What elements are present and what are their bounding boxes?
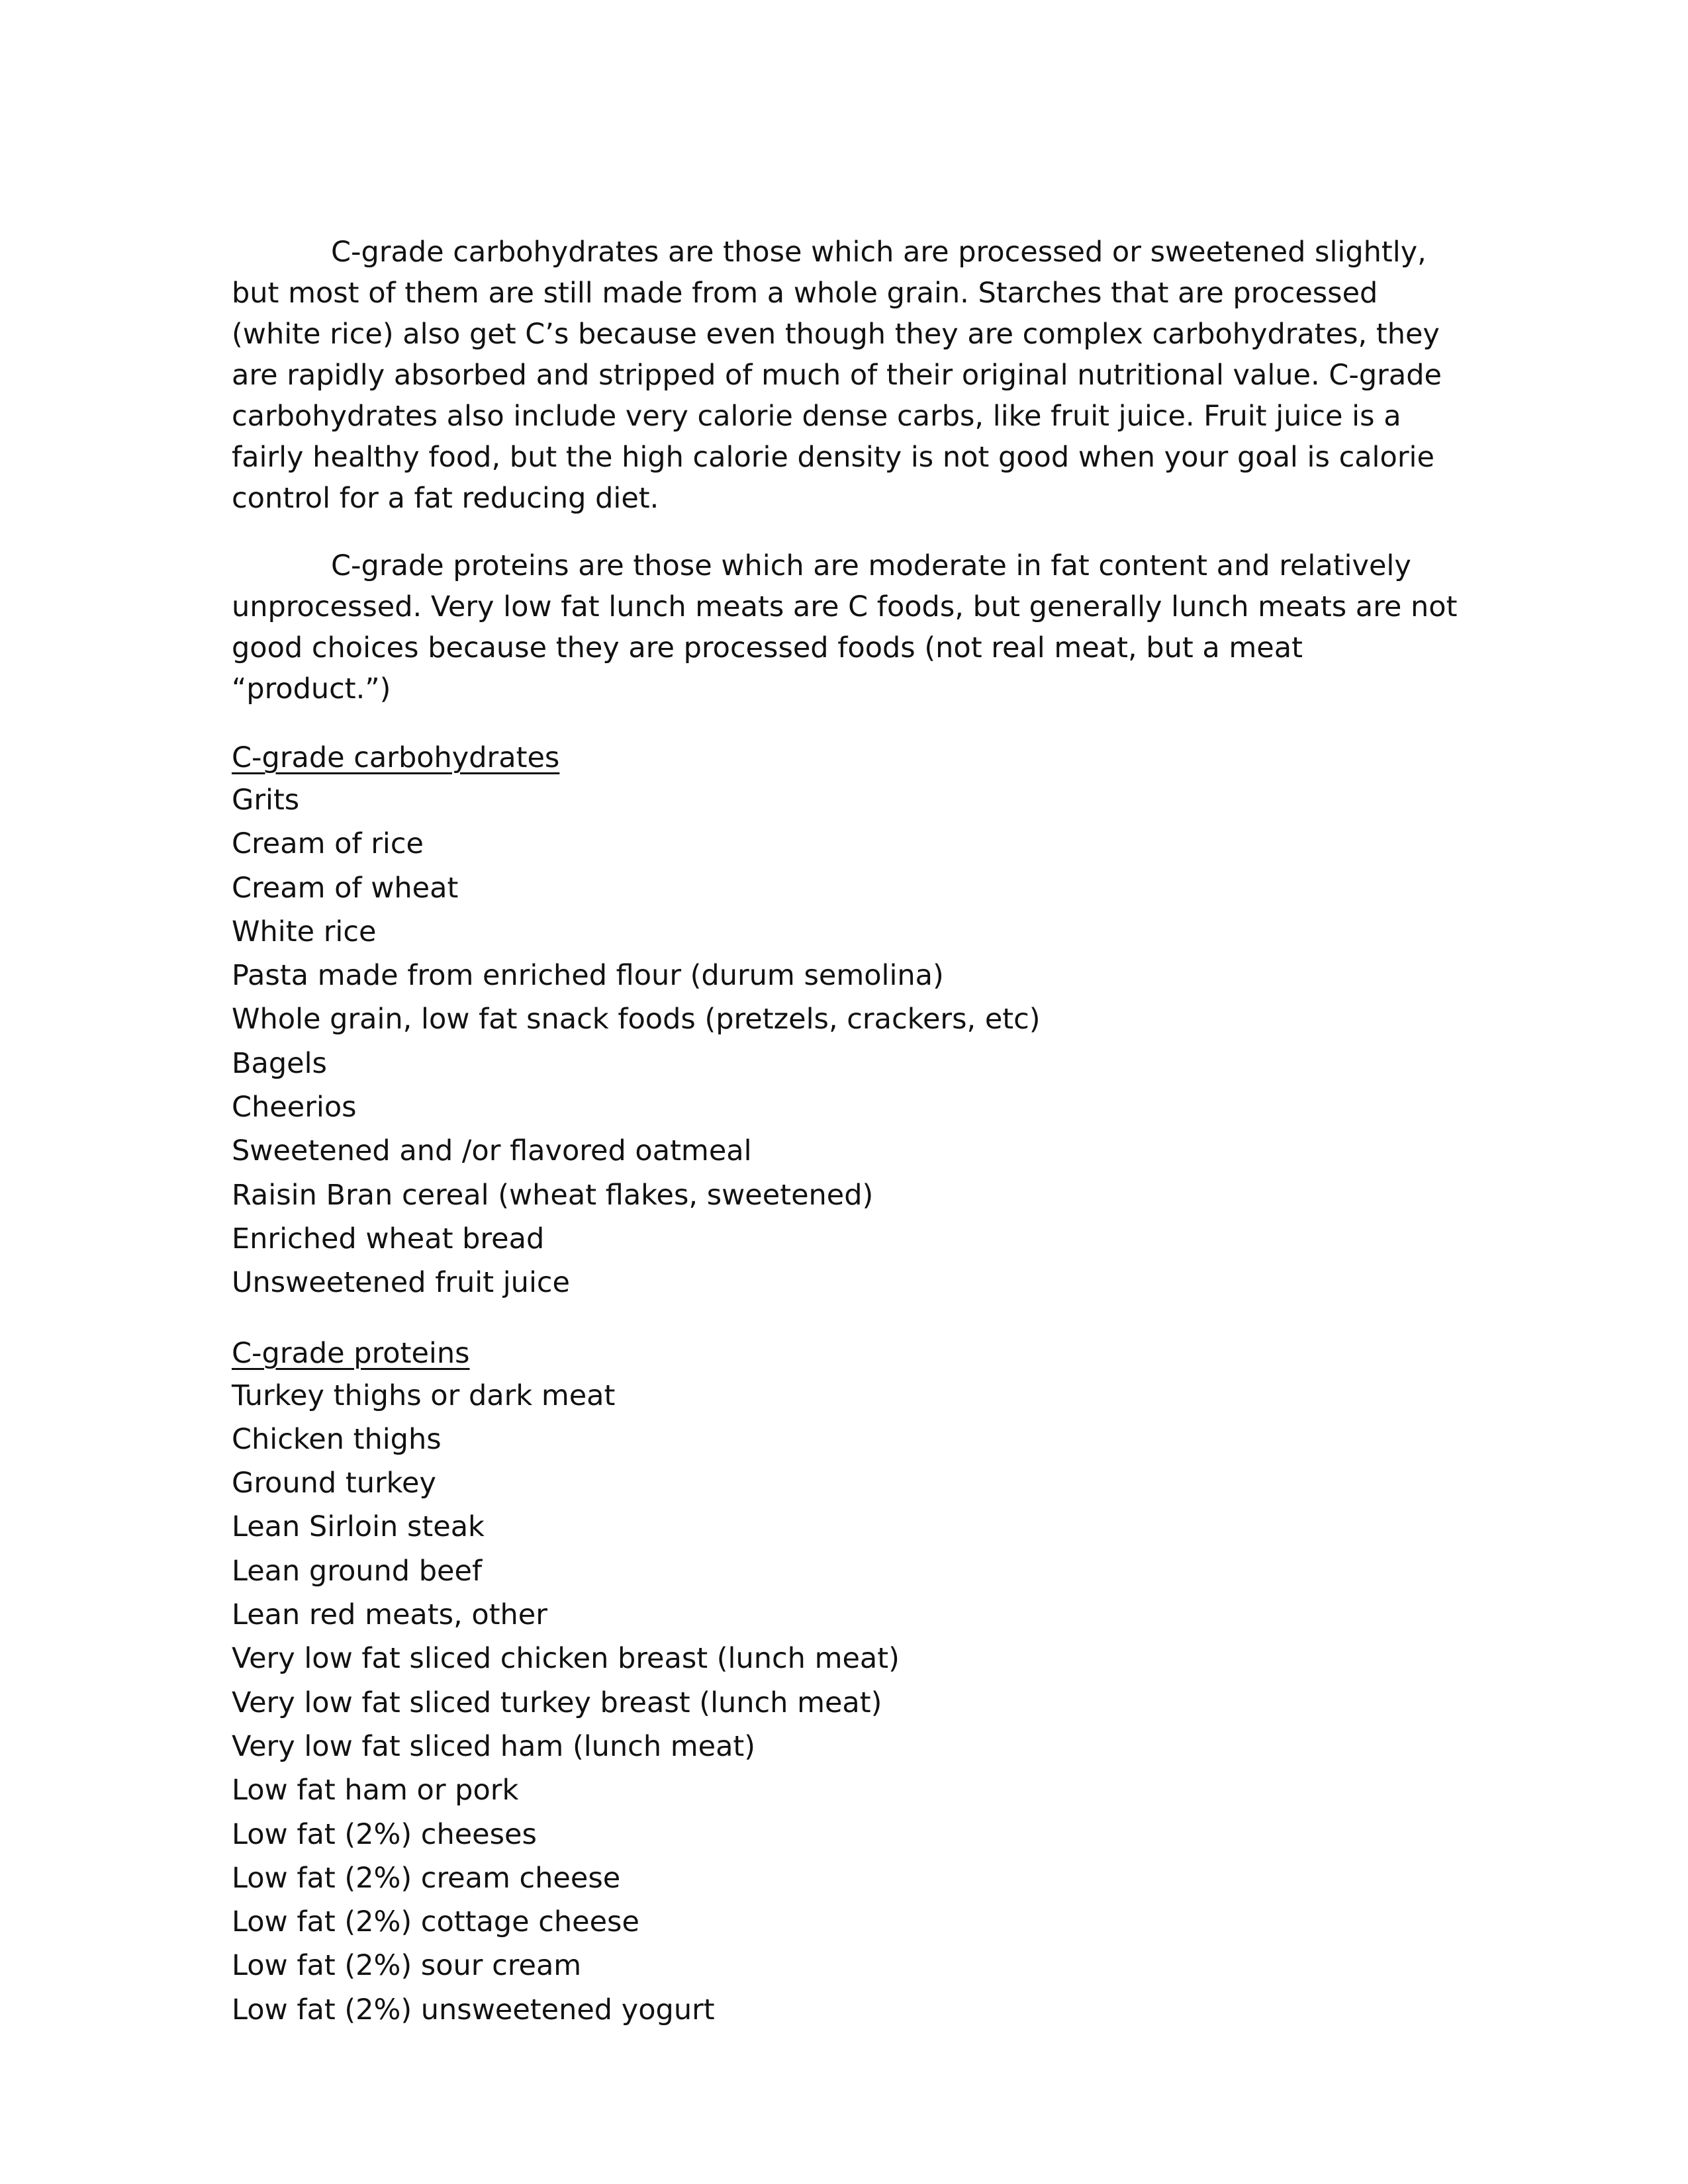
list-item: Cream of rice: [232, 827, 424, 861]
list-item: Enriched wheat bread: [232, 1222, 545, 1255]
list-item: Low fat (2%) cottage cheese: [232, 1905, 639, 1939]
list-item: Cheerios: [232, 1091, 357, 1124]
list-item: Cream of wheat: [232, 871, 459, 905]
list-item: Grits: [232, 784, 300, 817]
list-item: Low fat (2%) sour cream: [232, 1949, 582, 1983]
list-item: Lean Sirloin steak: [232, 1510, 485, 1544]
intro-paragraph-proteins: C-grade proteins are those which are moderate in fat content and relatively unprocessed. Very low fat lunch meats are C foods, but generally lunch meats are not good choices because they are processed foods (not real meat, but a meat “product.”): [232, 549, 1458, 705]
list-item: Whole grain, low fat snack foods (pretzels, crackers, etc): [232, 1003, 1041, 1036]
list-item: Very low fat sliced ham (lunch meat): [232, 1729, 756, 1763]
carbs-heading: C-grade carbohydrates: [232, 741, 560, 774]
list-item: Low fat (2%) unsweetened yogurt: [232, 1993, 715, 2026]
carbs-section: [232, 737, 1463, 1305]
list-item: Low fat (2%) cheeses: [232, 1817, 537, 1851]
list-item: White rice: [232, 915, 377, 948]
list-item: Pasta made from enriched flour (durum semolina): [232, 959, 944, 993]
list-item: Low fat (2%) cream cheese: [232, 1861, 621, 1895]
list-item: Bagels: [232, 1046, 327, 1080]
list-item: Low fat ham or pork: [232, 1774, 519, 1807]
list-item: Chicken thighs: [232, 1422, 442, 1456]
carbs-list: [232, 778, 1463, 1305]
list-item: Sweetened and /or flavored oatmeal: [232, 1134, 752, 1168]
list-item: Unsweetened fruit juice: [232, 1266, 570, 1300]
list-item: Ground turkey: [232, 1467, 436, 1500]
list-item: Very low fat sliced turkey breast (lunch meat): [232, 1686, 882, 1719]
proteins-list: [232, 1374, 1463, 2032]
proteins-heading: C-grade proteins: [232, 1336, 470, 1370]
proteins-section: [232, 1333, 1463, 2032]
intro-paragraph-carbs: C-grade carbohydrates are those which are processed or sweetened slightly, but most of them are still made from a whole grain. Starches that are processed (white rice) also get C’s because even though they are complex carbohydrates, they are rapidly absorbed and stripped of much of their original nutritional value. C-grade carbohydrates also include very calorie dense carbs, like fruit juice. Fruit juice is a fairly healthy food, but the high calorie density is not good when your goal is calorie control for a fat reducing diet.: [232, 236, 1442, 515]
list-item: Lean ground beef: [232, 1554, 483, 1588]
list-item: Lean red meats, other: [232, 1598, 547, 1632]
list-item: Raisin Bran cereal (wheat flakes, sweetened): [232, 1178, 874, 1212]
document-page: [232, 232, 1463, 2032]
list-item: Turkey thighs or dark meat: [232, 1379, 616, 1412]
list-item: Very low fat sliced chicken breast (lunch meat): [232, 1642, 900, 1676]
